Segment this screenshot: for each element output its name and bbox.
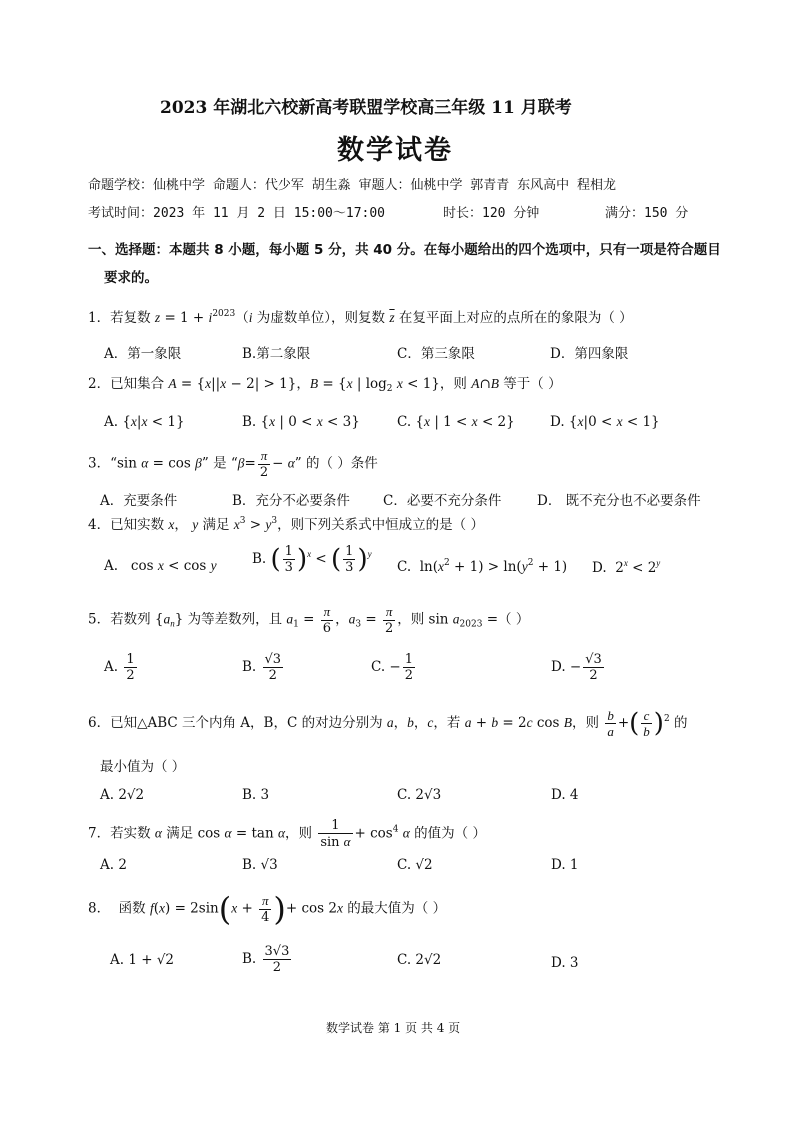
exam-score: 满分：150 分 — [605, 206, 689, 221]
q3-option-c: C．必要不充分条件 — [383, 493, 502, 509]
question-5: 5．若数列 $\{a_n\}$ 为等差数列，且 $a_1$ = $\frac{\pi}{6}$ ，$a_3$ = $\frac{\pi}{2}$ ，则 $\sin a_{2023}$ =（ ） — [88, 604, 530, 636]
q5-option-a: A. $\frac{1}{2}$ — [104, 652, 135, 683]
q7-option-c: C. √2 — [397, 857, 433, 873]
q8-option-d: D. 3 — [551, 955, 579, 971]
q4-option-c: C. $\ln(x^2 + 1) > \ln(y^2 + 1)$ — [397, 558, 568, 575]
q2-option-b: B. {x | 0 < x < 3} — [242, 414, 360, 430]
q5-option-b: B. $\frac{√3}{2}$ — [242, 652, 282, 683]
q7-option-d: D. 1 — [551, 857, 579, 873]
question-4: 4．已知实数 x， y 满足 $x^3 > y^3$，则下列关系式中恒成立的是（ ） — [88, 516, 484, 533]
question-number: 7． — [88, 825, 111, 842]
q1-option-b: B.第二象限 — [242, 346, 311, 362]
question-number: 1． — [88, 310, 111, 326]
question-number: 8． — [88, 900, 111, 917]
exam-subtitle: 数学试卷 — [337, 135, 453, 166]
question-7: 7．若实数 α 满足 cos α = tan α，则 $\frac{1}{\text{sin α}}$ + $\cos^4 \alpha$ 的值为（ ） — [88, 818, 486, 850]
q6-option-a: A. 2√2 — [100, 787, 145, 803]
q7-option-b: B. √3 — [242, 857, 278, 873]
q2-option-c: C. {x | 1 < x < 2} — [397, 414, 515, 430]
q8-option-b: B. $\frac{3√3}{2}$ — [242, 944, 290, 975]
q4-option-a: A. cos x < cos y — [104, 558, 217, 574]
exam-duration: 时长：120 分钟 — [443, 206, 540, 221]
q1-option-a: A．第一象限 — [104, 346, 182, 362]
q6-option-c: C. 2√3 — [397, 787, 442, 803]
q4-option-d: D. $2^x < 2^y$ — [592, 558, 661, 576]
question-1: 1．若复数 $z = 1 + i^{2023}(i$ 为虚数单位），则复数 $\overline{z}$ 在复平面上对应的点所在的象限为（ ） — [88, 309, 633, 326]
setters-line: 命题学校：仙桃中学 命题人：代少军 胡生淼 审题人：仙桃中学 郭青青 东风高中 程相龙 — [88, 178, 616, 193]
q5-option-c: C. − $\frac{1}{2}$ — [371, 652, 414, 683]
question-number: 3． — [88, 455, 111, 472]
exam-time: 考试时间：2023 年 11 月 2 日 15:00～17:00 — [88, 206, 386, 221]
question-number: 6． — [88, 715, 111, 731]
q1-option-d: D．第四象限 — [550, 346, 629, 362]
question-number: 5． — [88, 611, 111, 628]
q3-option-b: B．充分不必要条件 — [232, 493, 350, 509]
q3-option-a: A．充要条件 — [100, 493, 178, 509]
section-heading-cont: 要求的。 — [104, 270, 158, 286]
question-3: 3．“sin α = cos β” 是 “β= $\frac{\pi}{2}$ − α” 的（ ）条件 — [88, 448, 378, 480]
question-8: 8． 函数 f(x) = 2sin(x + $\frac{\pi}{4}$ )+ cos 2x 的最大值为（ ） — [88, 890, 447, 928]
question-number: 4． — [88, 517, 111, 533]
section-heading: 一、选择题：本题共 8 小题，每小题 5 分，共 40 分。在每小题给出的四个选项中，只有一项是符合题目 — [88, 242, 721, 258]
q6-option-b: B. 3 — [242, 787, 270, 803]
page-footer: 数学试卷 第 1 页 共 4 页 — [326, 1021, 461, 1035]
q2-option-a: A. {x|x < 1} — [104, 414, 185, 430]
q5-option-d: D. − $\frac{√3}{2}$ — [551, 652, 602, 683]
exam-title: 2023 年湖北六校新高考联盟学校高三年级 11 月联考 — [160, 98, 572, 118]
q1-option-c: C．第三象限 — [397, 346, 475, 362]
q7-option-a: A. 2 — [100, 857, 127, 873]
question-6-tail: 最小值为（ ） — [100, 759, 186, 775]
q3-option-d: D． 既不充分也不必要条件 — [537, 493, 701, 509]
question-6: 6．已知△ABC 三个内角 A，B，C 的对边分别为 a，b，c，若 a + b = 2c cos B，则 $\frac{b}{a}$ +( $\frac{c}{b}$ )$^2$ 的 — [88, 708, 688, 739]
q6-option-d: D. 4 — [551, 787, 579, 803]
q2-option-d: D. {x|0 < x < 1} — [550, 414, 660, 430]
q4-option-b: B. ( $\frac{1}{3}$ )$^x$ < ( $\frac{1}{3}$ )$^y$ — [252, 544, 372, 575]
question-2: 2．已知集合 A = {x||x − 2| > 1}，B = {x | $\log_2 x < 1$}，则 A∩B 等于（ ） — [88, 376, 562, 394]
question-number: 2． — [88, 376, 111, 392]
q8-option-a: A. 1 + √2 — [110, 952, 175, 968]
q8-option-c: C. 2√2 — [397, 952, 442, 968]
